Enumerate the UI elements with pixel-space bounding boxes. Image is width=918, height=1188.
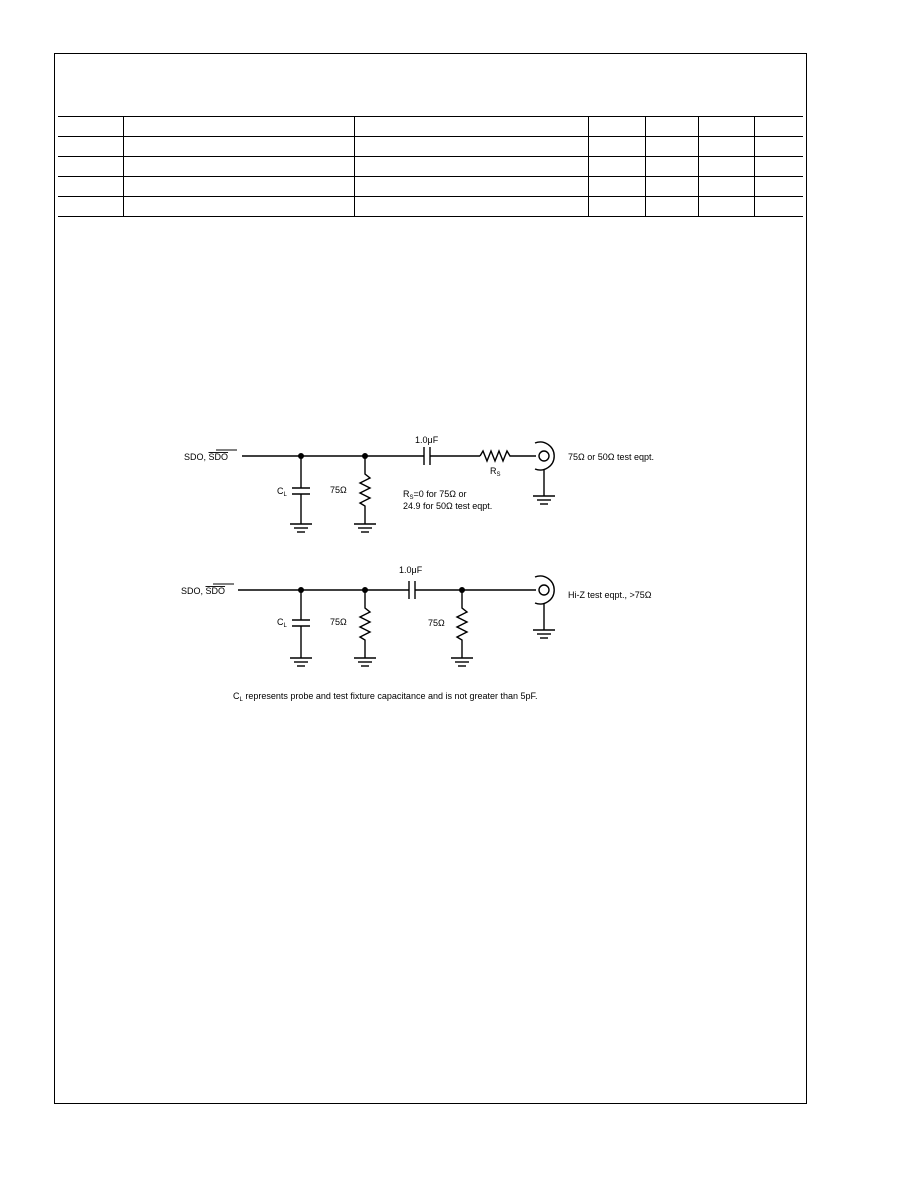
c2-res2-label: 75Ω bbox=[428, 618, 445, 628]
c1-shunt-resistor bbox=[360, 456, 370, 524]
c1-ground-2 bbox=[354, 524, 376, 532]
footnote: $C_L$ represents probe and test fixture capacitance and is not greater than 5pF. bbox=[233, 691, 538, 703]
c2-coupling-capacitor bbox=[409, 581, 536, 599]
c1-input-label: SDO, SDO bbox=[184, 452, 229, 462]
c2-coupling-cap-label: 1.0μF bbox=[399, 565, 423, 575]
c2-cap-label: $C_L$ bbox=[277, 617, 287, 629]
c2-shunt-resistor-2 bbox=[457, 590, 467, 658]
c1-coax-connector-icon bbox=[533, 442, 555, 504]
c1-res-label: 75Ω bbox=[330, 485, 347, 495]
c2-ground-3 bbox=[451, 658, 473, 666]
c2-res1-label: 75Ω bbox=[330, 617, 347, 627]
c2-coax-connector-icon bbox=[533, 576, 555, 638]
c2-input-label: SDO, SDO bbox=[181, 586, 226, 596]
c1-coupling-cap-label: 1.0μF bbox=[415, 435, 439, 445]
c2-output-label: Hi-Z test eqpt., >75Ω bbox=[568, 590, 652, 600]
c1-cap-label: $C_L$ bbox=[277, 486, 287, 498]
c2-shunt-resistor-1 bbox=[360, 590, 370, 658]
c1-ground-1 bbox=[290, 524, 312, 532]
c1-series-res-label: $R_S$ bbox=[490, 466, 501, 478]
c1-output-label: 75Ω or 50Ω test eqpt. bbox=[568, 452, 655, 462]
circuit-1 bbox=[184, 435, 654, 532]
c1-load-capacitor bbox=[292, 456, 310, 524]
c2-ground-1 bbox=[290, 658, 312, 666]
c2-load-capacitor bbox=[292, 590, 310, 658]
circuit-2 bbox=[181, 565, 652, 666]
c1-coupling-capacitor bbox=[424, 447, 480, 465]
c1-series-resistor bbox=[480, 451, 536, 461]
c1-note-line2: 24.9 for 50Ω test eqpt. bbox=[403, 501, 493, 511]
c1-note-line1: $R_S=0$ for 75Ω or bbox=[403, 489, 467, 501]
c2-ground-2 bbox=[354, 658, 376, 666]
